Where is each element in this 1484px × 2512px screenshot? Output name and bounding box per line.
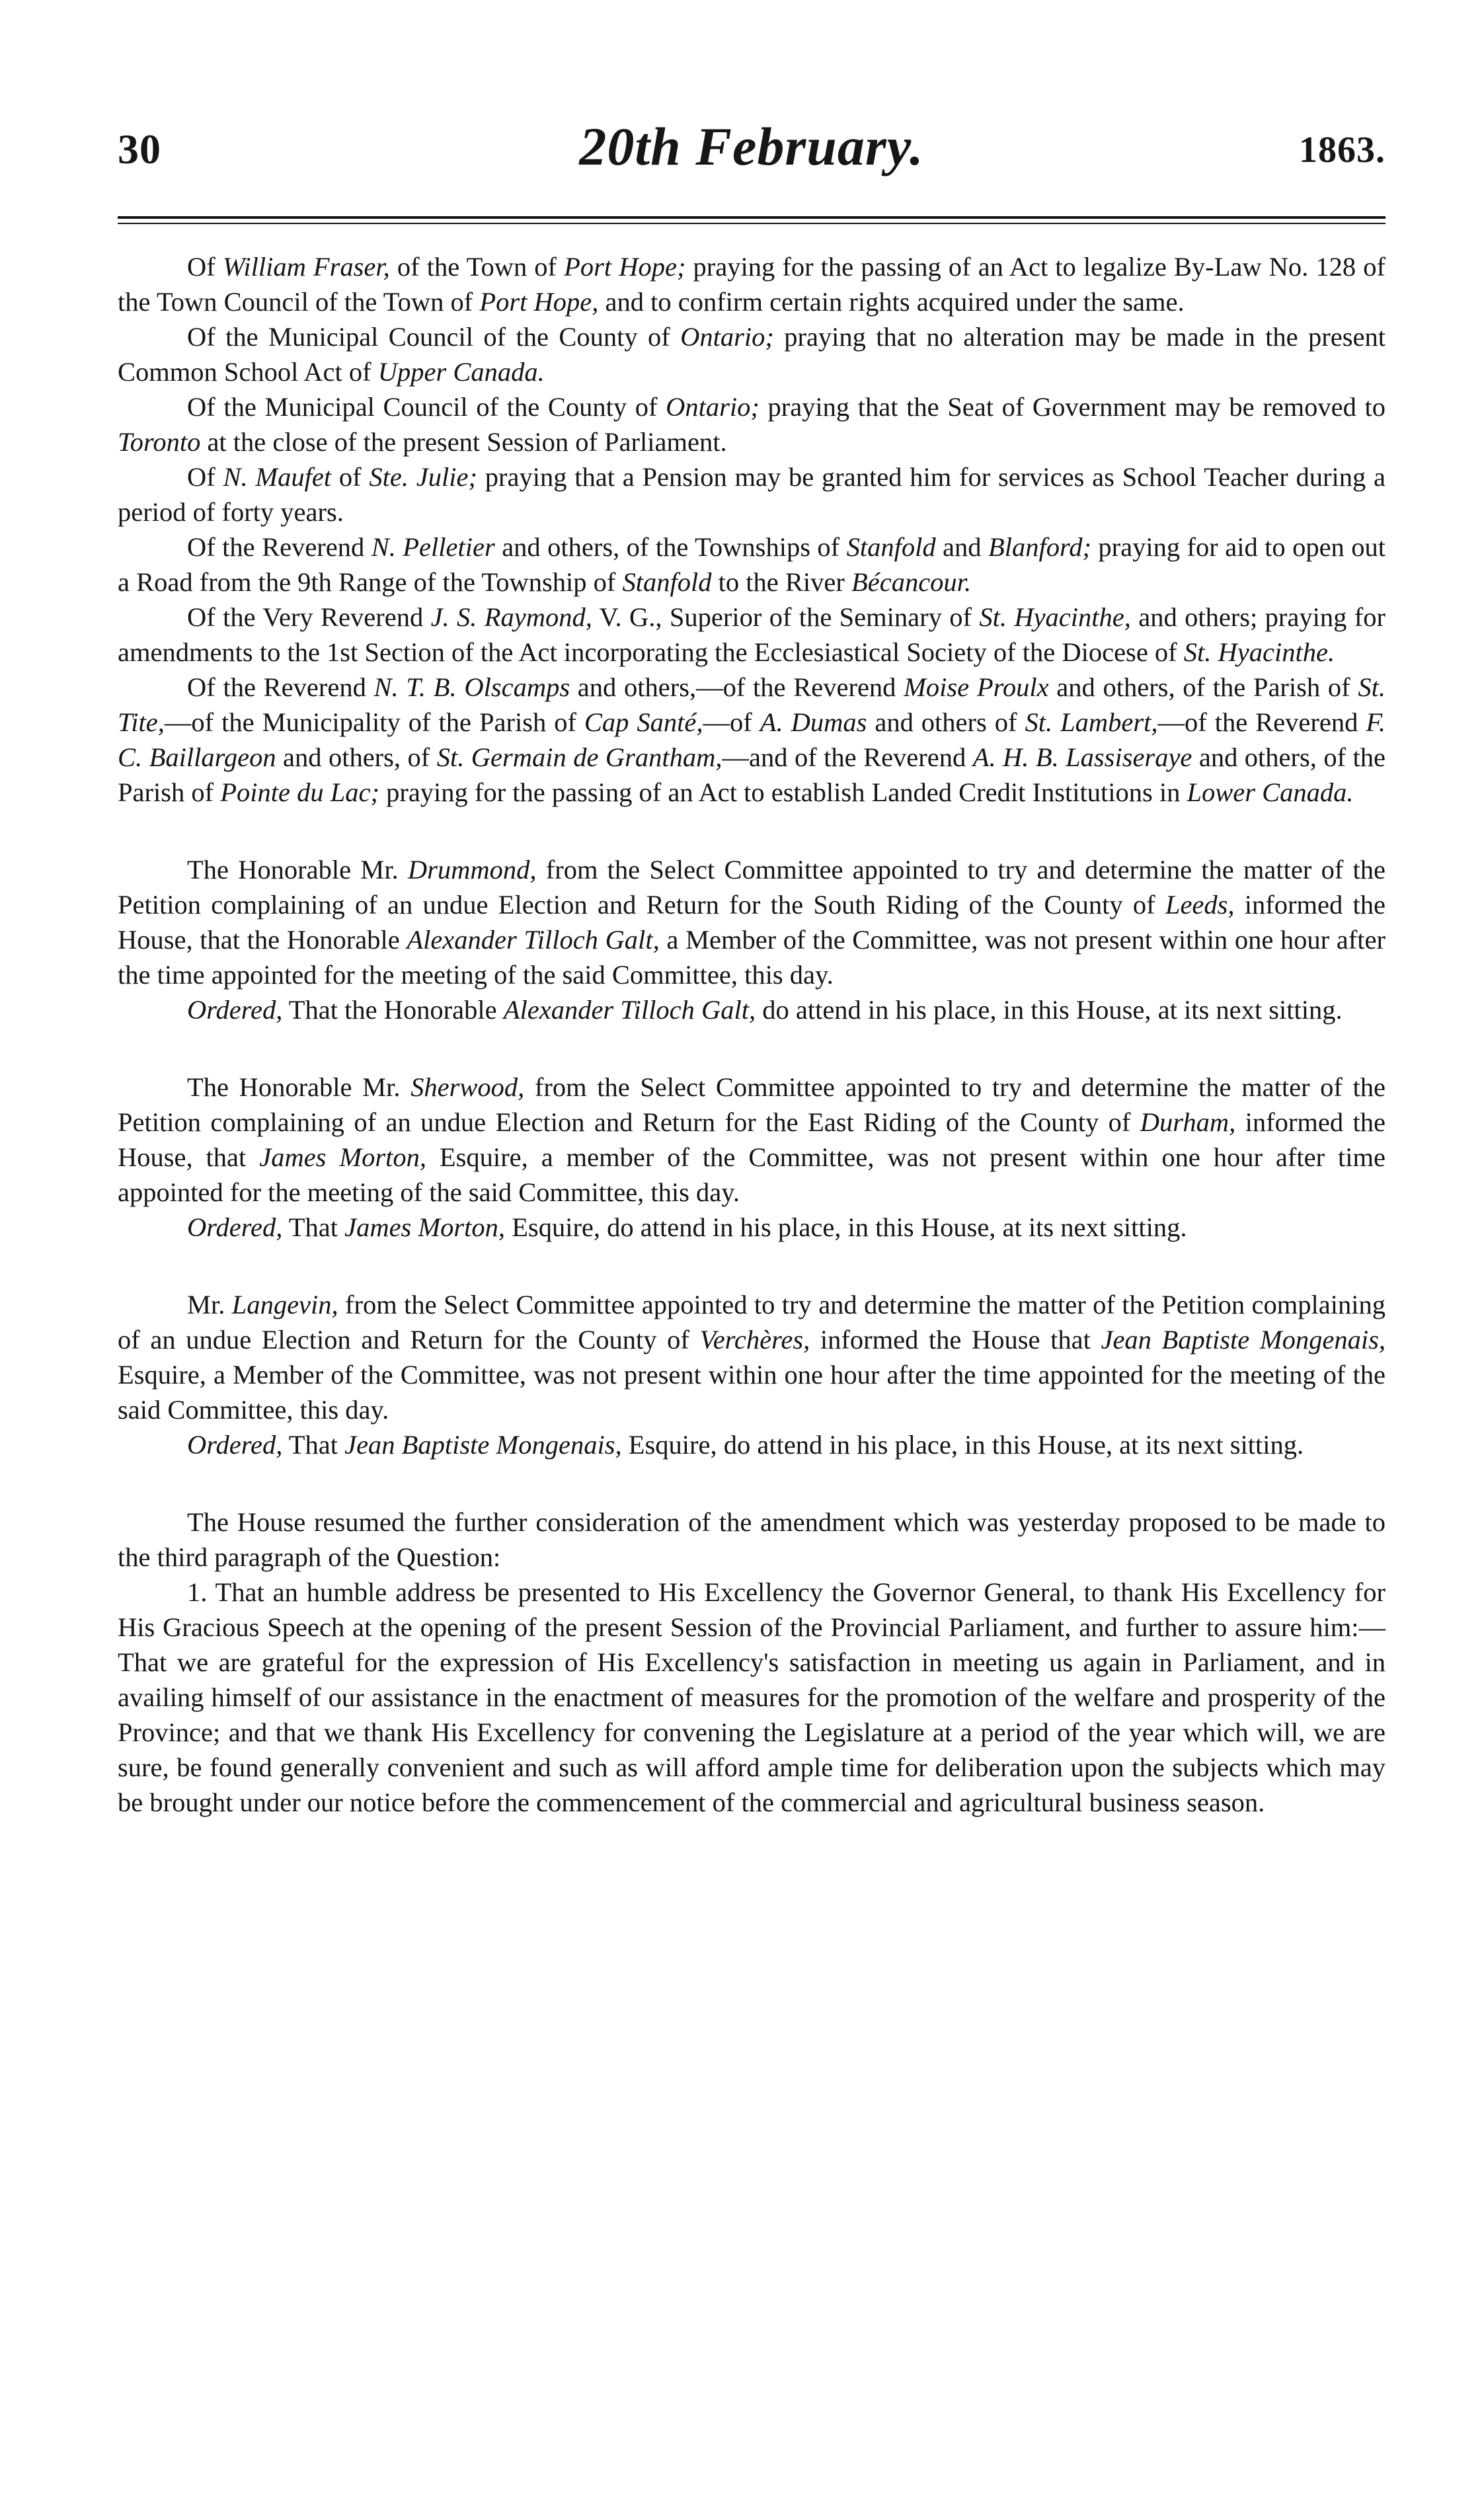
italic-text: A. H. B. Lassiseraye: [972, 742, 1192, 772]
italic-text: Cap Santé,: [584, 707, 703, 737]
journal-entry: [118, 852, 1386, 1027]
italic-text: James Morton,: [344, 1212, 506, 1242]
italic-text: Stanfold: [846, 532, 936, 562]
italic-text: Bécancour.: [851, 567, 972, 597]
italic-text: Alexander Tilloch Galt,: [503, 995, 756, 1025]
paragraph: Of William Fraser, of the Town of Port Hope; praying for the passing of an Act to legalize By-Law No. 128 of the Town Council of the Town of Port Hope, and to confirm certain rights acquired under the same.: [118, 252, 1386, 317]
italic-text: Langevin,: [231, 1290, 338, 1319]
italic-text: Verchères,: [699, 1325, 810, 1354]
italic-text: Moise Proulx: [904, 672, 1049, 702]
page-number: 30: [118, 126, 161, 173]
italic-text: Leeds,: [1165, 890, 1235, 920]
page-year: 1863.: [1299, 130, 1386, 171]
italic-text: Jean Baptiste Mongenais,: [1101, 1325, 1386, 1354]
italic-text: Ordered,: [187, 1430, 283, 1460]
italic-text: Sherwood,: [410, 1072, 525, 1102]
italic-text: N. T. B. Olscamps: [373, 672, 570, 702]
paragraph: Of the Municipal Council of the County of Ontario; praying that the Seat of Government may be removed to Toronto at the close of the present Session of Parliament.: [118, 392, 1386, 457]
paragraph: 1. That an humble address be presented to His Excellency the Governor General, to thank His Excellency for His Gracious Speech at the opening of the present Session of the Provincial Parliament, and further to assure him:—That we are grateful for the expression of His Excellency's satisfaction in meeting us again in Parliament, and in availing himself of our assistance in the enactment of measures for the promotion of the welfare and prosperity of the Province; and that we thank His Excellency for convening the Legislature at a period of the year which will, we are sure, be found generally convenient and such as will afford ample time for deliberation upon the subjects which may be brought under our notice before the commencement of the commercial and agricultural business season.: [118, 1577, 1386, 1817]
page-date-heading: 20th February.: [579, 116, 924, 177]
journal-entry: [118, 1287, 1386, 1462]
italic-text: Stanfold: [622, 567, 712, 597]
paragraph: Of the Very Reverend J. S. Raymond, V. G., Superior of the Seminary of St. Hyacinthe, and others; praying for amendments to the 1st Section of the Act incorporating the Ecclesiastical Society of the Diocese of St. Hyacinthe.: [118, 602, 1386, 667]
italic-text: Blanford;: [988, 532, 1091, 562]
document-body: [118, 249, 1386, 1820]
italic-text: St. Lambert,: [1025, 707, 1158, 737]
italic-text: A. Dumas: [760, 707, 867, 737]
italic-text: Ontario;: [666, 392, 760, 422]
italic-text: Lower Canada.: [1187, 777, 1354, 807]
italic-text: Ontario;: [680, 322, 774, 352]
italic-text: Ste. Julie;: [369, 462, 477, 492]
italic-text: William Fraser,: [222, 252, 390, 282]
italic-text: J. S. Raymond,: [430, 602, 592, 632]
italic-text: Ordered,: [187, 1212, 283, 1242]
page-header: [118, 116, 1386, 188]
paragraph: Of the Reverend N. Pelletier and others, of the Townships of Stanfold and Blanford; praying for aid to open out a Road from the 9th Range of the Township of Stanfold to the River Bécancour.: [118, 532, 1386, 597]
italic-text: Port Hope,: [479, 287, 599, 317]
italic-text: F. C. Baillargeon: [118, 707, 1386, 772]
header-double-rule: [118, 216, 1386, 224]
paragraph: Ordered, That Jean Baptiste Mongenais, Esquire, do attend in his place, in this House, at its next sitting.: [187, 1430, 1304, 1460]
paragraph: The Honorable Mr. Sherwood, from the Select Committee appointed to try and determine the matter of the Petition complaining of an undue Election and Return for the East Riding of the County of Durham, informed the House, that James Morton, Esquire, a member of the Committee, was not present within one hour after time appointed for the meeting of the said Committee, this day.: [118, 1072, 1386, 1207]
journal-entry: [118, 249, 1386, 810]
italic-text: St. Hyacinthe.: [1183, 637, 1335, 667]
italic-text: Alexander Tilloch Galt,: [407, 925, 660, 955]
journal-entry: [118, 1505, 1386, 1820]
paragraph: Of the Municipal Council of the County of Ontario; praying that no alteration may be made in the present Common School Act of Upper Canada.: [118, 322, 1386, 387]
italic-text: Durham,: [1140, 1107, 1236, 1137]
paragraph: Ordered, That the Honorable Alexander Tilloch Galt, do attend in his place, in this House, at its next sitting.: [187, 995, 1343, 1025]
journal-entry: [118, 1070, 1386, 1245]
italic-text: Port Hope;: [564, 252, 686, 282]
italic-text: St. Germain de Grantham,: [436, 742, 722, 772]
italic-text: Upper Canada.: [377, 357, 545, 387]
italic-text: Drummond,: [407, 855, 537, 884]
paragraph: Mr. Langevin, from the Select Committee appointed to try and determine the matter of the Petition complaining of an undue Election and Return for the County of Verchères, informed the House that Jean Baptiste Mongenais, Esquire, a Member of the Committee, was not present within one hour after the time appointed for the meeting of the said Committee, this day.: [118, 1290, 1386, 1425]
italic-text: Jean Baptiste Mongenais,: [344, 1430, 622, 1460]
italic-text: Toronto: [118, 427, 201, 457]
italic-text: Pointe du Lac;: [220, 777, 379, 807]
paragraph: Of N. Maufet of Ste. Julie; praying that a Pension may be granted him for services as School Teacher during a period of forty years.: [118, 462, 1386, 527]
italic-text: Ordered,: [187, 995, 283, 1025]
italic-text: N. Pelletier: [371, 532, 495, 562]
italic-text: James Morton,: [259, 1142, 426, 1172]
paragraph: Of the Reverend N. T. B. Olscamps and others,—of the Reverend Moise Proulx and others, of the Parish of St. Tite,—of the Municipality of the Parish of Cap Santé,—of A. Dumas and others of St. Lambert,—of the Reverend F. C. Baillargeon and others, of St. Germain de Grantham,—and of the Reverend A. H. B. Lassiseraye and others, of the Parish of Pointe du Lac; praying for the passing of an Act to establish Landed Credit Institutions in Lower Canada.: [118, 672, 1386, 807]
paragraph: Ordered, That James Morton, Esquire, do attend in his place, in this House, at its next sitting.: [187, 1212, 1187, 1242]
italic-text: St. Tite,: [118, 672, 1386, 737]
italic-text: N. Maufet: [223, 462, 332, 492]
document-page: [118, 116, 1386, 1820]
italic-text: St. Hyacinthe,: [979, 602, 1131, 632]
paragraph: The Honorable Mr. Drummond, from the Select Committee appointed to try and determine the matter of the Petition complaining of an undue Election and Return for the South Riding of the County of Leeds, informed the House, that the Honorable Alexander Tilloch Galt, a Member of the Committee, was not present within one hour after the time appointed for the meeting of the said Committee, this day.: [118, 855, 1386, 990]
paragraph: The House resumed the further consideration of the amendment which was yesterday proposed to be made to the third paragraph of the Question:: [118, 1507, 1386, 1572]
